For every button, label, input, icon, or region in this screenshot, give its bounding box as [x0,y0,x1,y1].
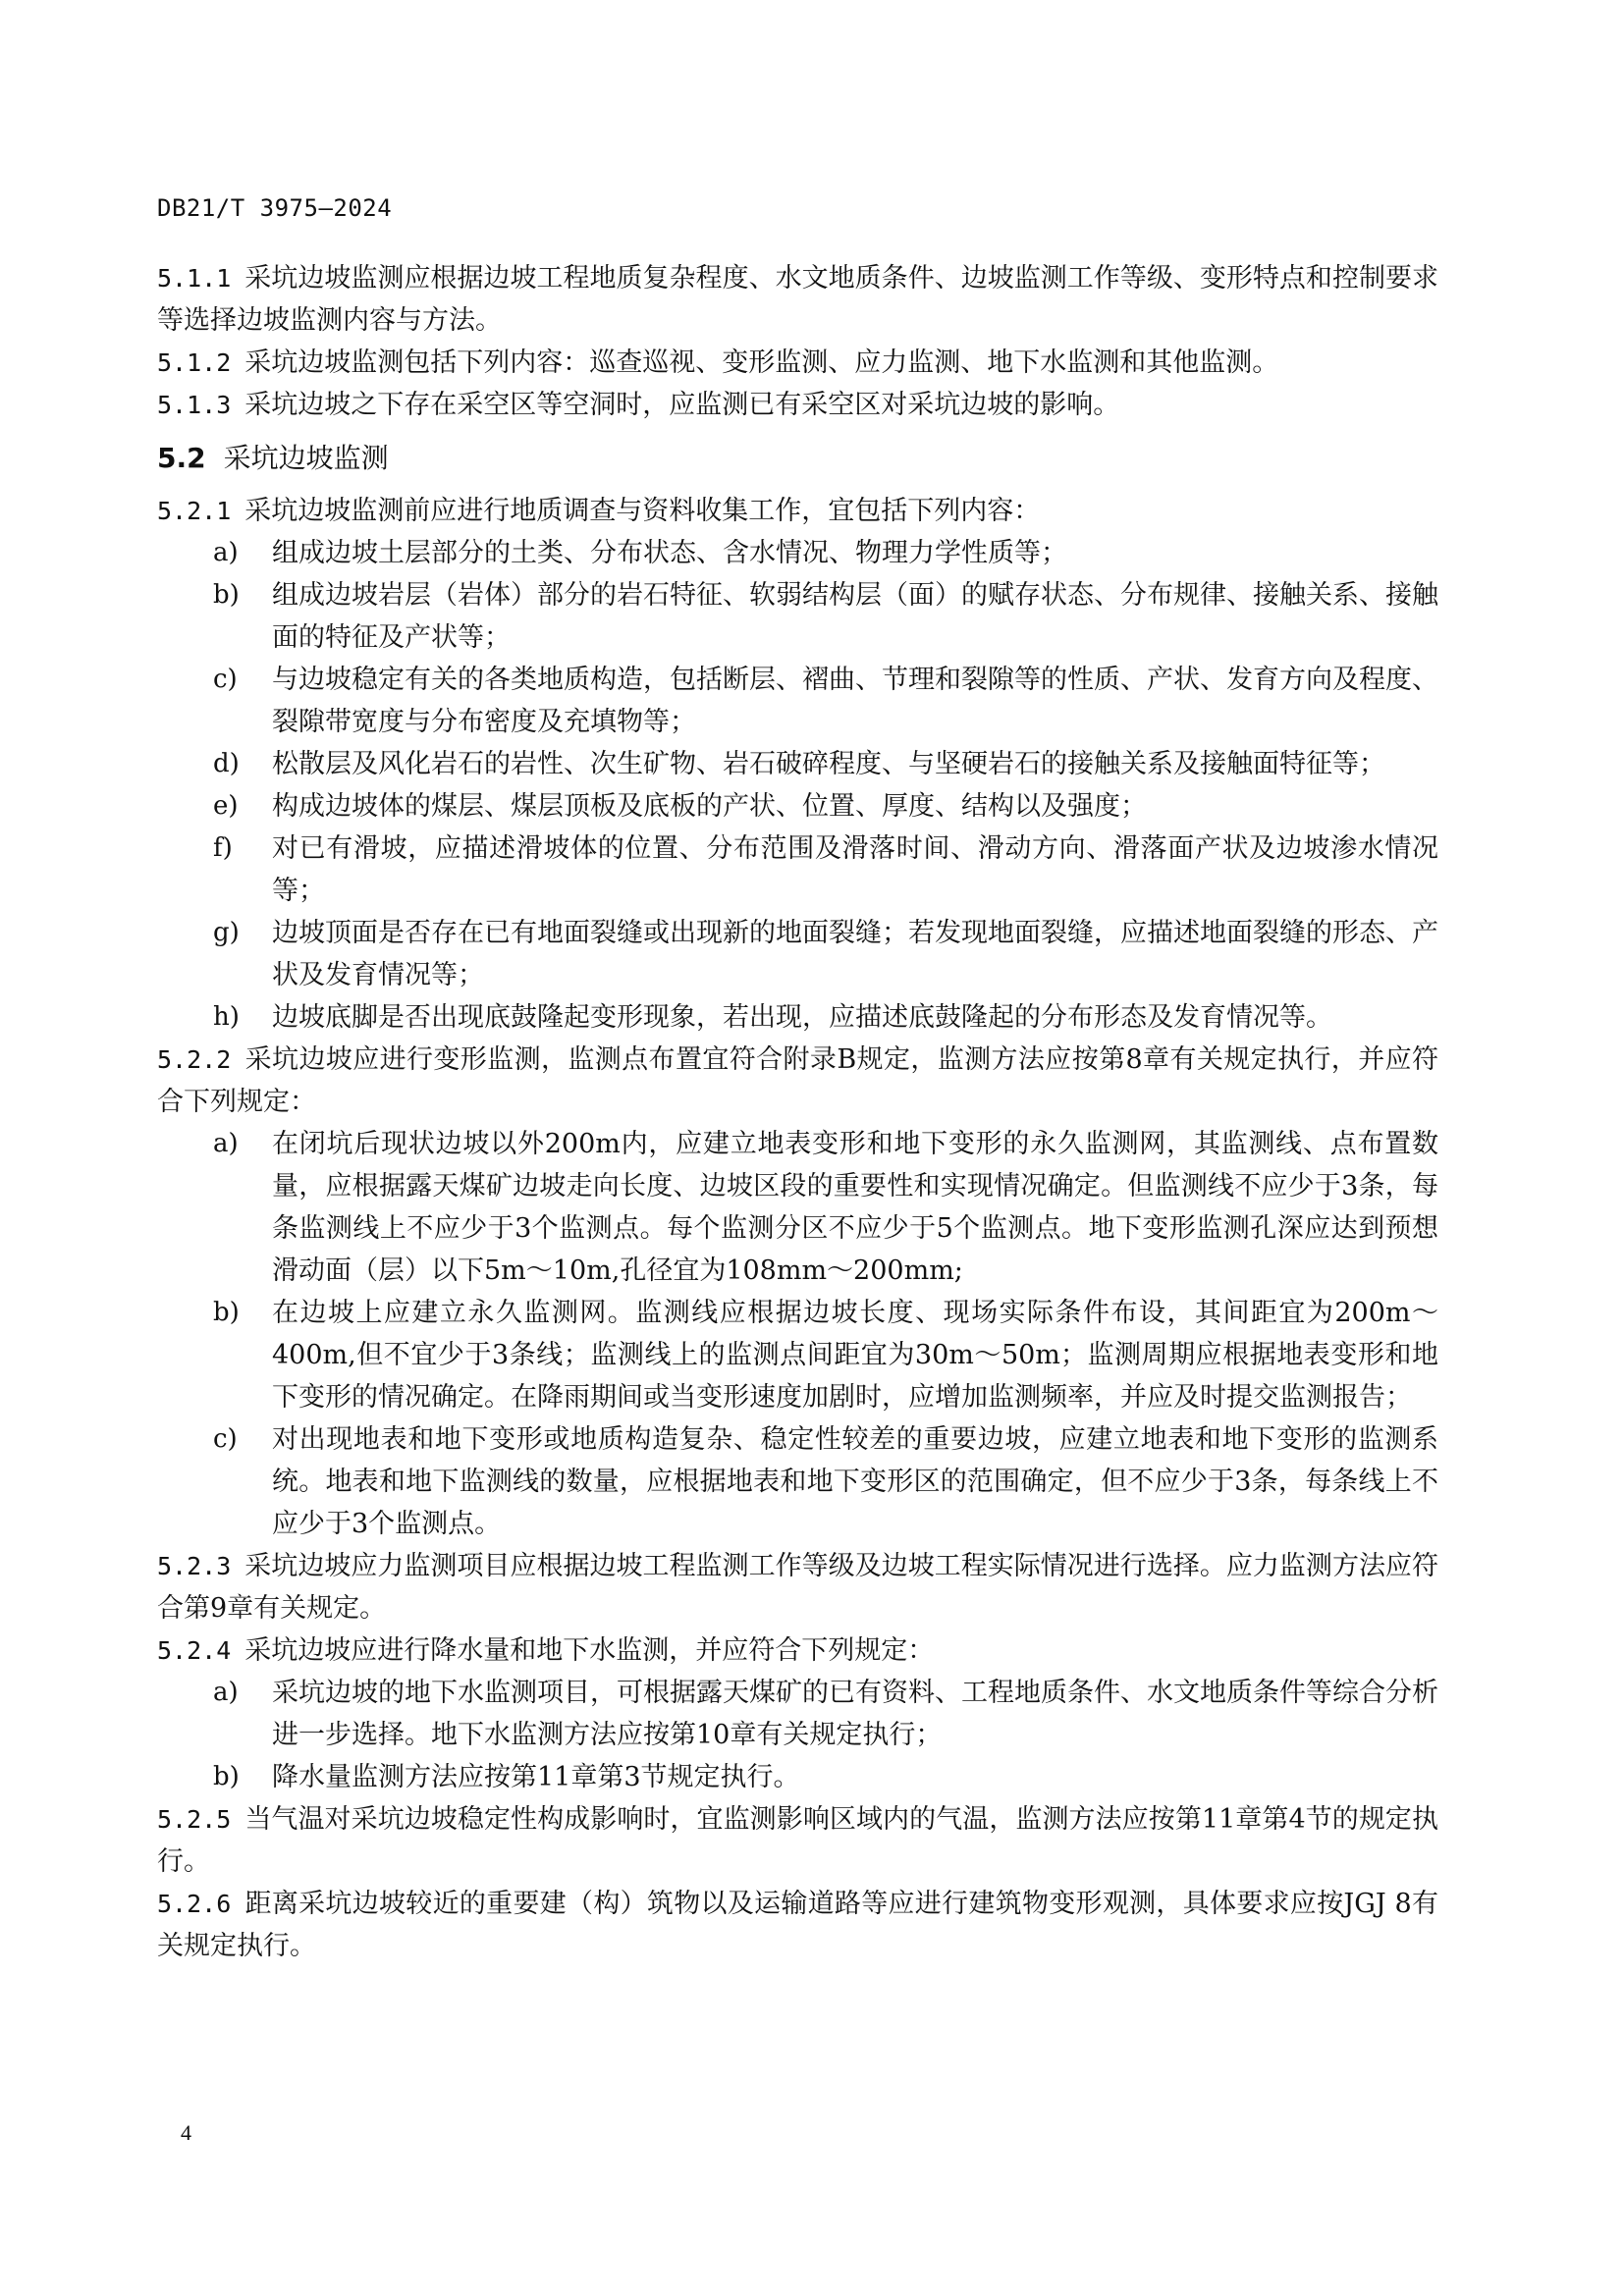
clause-number: 5.2.2 [157,1045,232,1074]
list-item-text: 与边坡稳定有关的各类地质构造，包括断层、褶曲、节理和裂隙等的性质、产状、发育方向及程度、裂隙带宽度与分布密度及充填物等； [272,665,1438,737]
clause-text: 采坑边坡应进行降水量和地下水监测，并应符合下列规定： [244,1635,935,1666]
list-item-marker: b) [213,1762,240,1791]
clause-paragraph [157,1883,1438,1967]
list-item-marker: d) [213,749,240,778]
list-item-text: 降水量监测方法应按第11章第3节规定执行。 [272,1762,800,1792]
list-item-marker: e) [213,791,239,821]
list-item [157,1418,1438,1545]
list-item [157,532,1438,574]
clause-text: 采坑边坡监测前应进行地质调查与资料收集工作，宜包括下列内容： [244,496,1041,526]
clause-paragraph [157,1039,1438,1123]
clause-paragraph [157,384,1438,426]
clause-number: 5.2.3 [157,1552,232,1580]
clause-number: 5.1.1 [157,264,232,293]
clause-text: 采坑边坡应力监测项目应根据边坡工程监测工作等级及边坡工程实际情况进行选择。应力监测方法应符合第9章有关规定。 [157,1551,1438,1624]
list-item [157,828,1438,912]
list-item [157,1756,1438,1798]
list-item-marker: g) [213,918,240,947]
section-title: 采坑边坡监测 [223,442,389,474]
list-item [157,574,1438,659]
list-item-text: 采坑边坡的地下水监测项目，可根据露天煤矿的已有资料、工程地质条件、水文地质条件等综合分析进一步选择。地下水监测方法应按第10章有关规定执行； [272,1678,1438,1750]
clause-paragraph [157,1629,1438,1672]
clause-number: 5.2.5 [157,1805,232,1834]
list-item-text: 对已有滑坡，应描述滑坡体的位置、分布范围及滑落时间、滑动方向、滑落面产状及边坡渗水情况等； [272,833,1438,906]
section-heading [157,426,1438,490]
clause-text: 距离采坑边坡较近的重要建（构）筑物以及运输道路等应进行建筑物变形观测，具体要求应按JGJ 8有关规定执行。 [157,1889,1438,1961]
list-item-text: 组成边坡岩层（岩体）部分的岩石特征、软弱结构层（面）的赋存状态、分布规律、接触关系、接触面的特征及产状等； [272,580,1438,653]
clause-paragraph [157,342,1438,384]
list-item-marker: c) [213,1424,238,1454]
list-item [157,659,1438,743]
list-item [157,996,1438,1039]
list-item-text: 边坡底脚是否出现底鼓隆起变形现象，若出现，应描述底鼓隆起的分布形态及发育情况等。 [272,1002,1332,1033]
clause-number: 5.2.6 [157,1890,232,1918]
list-item [157,743,1438,785]
clause-number: 5.2.1 [157,497,232,525]
clause-paragraph [157,1545,1438,1629]
list-item [157,912,1438,996]
list-item [157,1123,1438,1292]
list-item-text: 在闭坑后现状边坡以外200m内，应建立地表变形和地下变形的永久监测网，其监测线、点布置数量，应根据露天煤矿边坡走向长度、边坡区段的重要性和实现情况确定。但监测线不应少于3条，每条监测线上不应少于3个监测点。每个监测分区不应少于5个监测点。地下变形监测孔深应达到预想滑动面（层）以下5m～10m,孔径宜为108mm～200mm; [272,1129,1438,1286]
list-item-marker: c) [213,665,238,694]
clause-text: 采坑边坡监测包括下列内容：巡查巡视、变形监测、应力监测、地下水监测和其他监测。 [244,347,1279,378]
clause-text: 当气温对采坑边坡稳定性构成影响时，宜监测影响区域内的气温，监测方法应按第11章第4节的规定执行。 [157,1804,1438,1877]
clause-paragraph [157,1798,1438,1883]
page-number: 4 [181,2120,191,2145]
clause-number: 5.2.4 [157,1636,232,1665]
list-item [157,785,1438,828]
list-item-text: 对出现地表和地下变形或地质构造复杂、稳定性较差的重要边坡，应建立地表和地下变形的监测系统。地表和地下监测线的数量，应根据地表和地下变形区的范围确定，但不应少于3条，每条线上不应少于3个监测点。 [272,1424,1438,1539]
clause-text: 采坑边坡应进行变形监测，监测点布置宜符合附录B规定，监测方法应按第8章有关规定执行，并应符合下列规定： [157,1044,1438,1117]
list-item-text: 松散层及风化岩石的岩性、次生矿物、岩石破碎程度、与坚硬岩石的接触关系及接触面特征等； [272,749,1385,779]
list-item-text: 边坡顶面是否存在已有地面裂缝或出现新的地面裂缝；若发现地面裂缝，应描述地面裂缝的形态、产状及发育情况等； [272,918,1438,990]
list-item-marker: a) [213,538,239,567]
list-item-text: 组成边坡土层部分的土类、分布状态、含水情况、物理力学性质等； [272,538,1067,568]
clause-number: 5.1.2 [157,348,232,377]
list-item-marker: h) [213,1002,240,1032]
list-item-marker: b) [213,1298,240,1327]
list-item [157,1292,1438,1418]
list-item-text: 在边坡上应建立永久监测网。监测线应根据边坡长度、现场实际条件布设，其间距宜为200m～400m,但不宜少于3条线；监测线上的监测点间距宜为30m～50m；监测周期应根据地表变形和地下变形的情况确定。在降雨期间或当变形速度加剧时，应增加监测频率，并应及时提交监测报告； [272,1298,1438,1413]
list-item-marker: a) [213,1129,239,1158]
document-code: DB21/T 3975—2024 [157,194,393,222]
list-item-marker: f) [213,833,233,863]
clause-text: 采坑边坡监测应根据边坡工程地质复杂程度、水文地质条件、边坡监测工作等级、变形特点和控制要求等选择边坡监测内容与方法。 [157,263,1438,336]
clause-paragraph [157,490,1438,532]
document-body [157,257,1438,1967]
list-item-marker: a) [213,1678,239,1707]
list-item-marker: b) [213,580,240,610]
list-item-text: 构成边坡体的煤层、煤层顶板及底板的产状、位置、厚度、结构以及强度； [272,791,1147,822]
clause-text: 采坑边坡之下存在采空区等空洞时，应监测已有采空区对采坑边坡的影响。 [244,390,1120,420]
section-number: 5.2 [157,442,206,474]
list-item [157,1672,1438,1756]
clause-paragraph [157,257,1438,342]
clause-number: 5.1.3 [157,391,232,419]
